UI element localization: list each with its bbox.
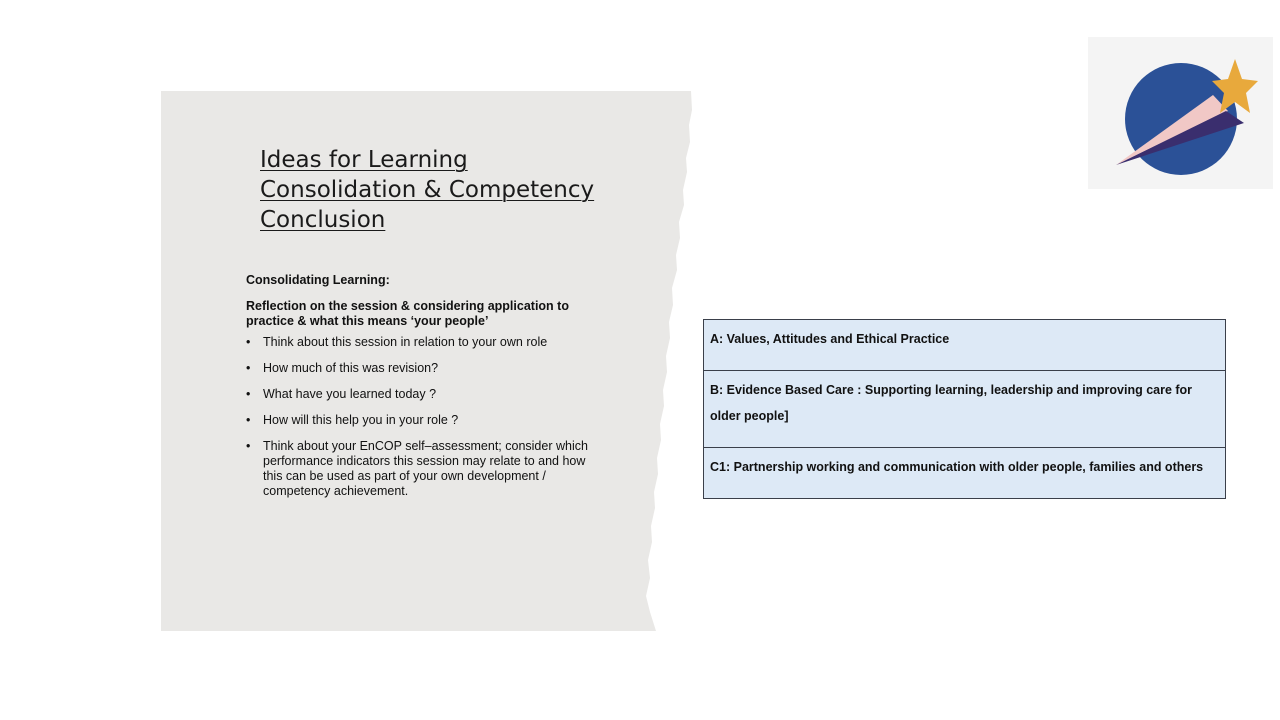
bullet-icon: •	[246, 387, 251, 401]
title-line-1: Ideas for Learning	[260, 147, 468, 173]
bullet-icon: •	[246, 439, 251, 453]
title-line-3: Conclusion	[260, 207, 386, 233]
list-item	[246, 387, 603, 402]
list-item-text: What have you learned today ?	[263, 387, 437, 401]
list-item	[246, 335, 603, 350]
list-item	[246, 439, 603, 499]
list-item	[246, 361, 603, 376]
bullet-icon: •	[246, 335, 251, 349]
learning-content	[246, 273, 616, 510]
table-row	[704, 371, 1226, 448]
list-item-text: How will this help you in your role ?	[263, 413, 459, 427]
bullet-list	[246, 335, 616, 499]
list-item-text: Think about this session in relation to your own role	[263, 335, 548, 349]
list-item-text: How much of this was revision?	[263, 361, 439, 375]
competency-table	[703, 319, 1226, 499]
bullet-icon: •	[246, 361, 251, 375]
logo	[1088, 37, 1273, 189]
consolidating-heading: Consolidating Learning:	[246, 273, 390, 287]
table-row	[704, 320, 1226, 371]
list-item-text: Think about your EnCOP self–assessment; consider which performance indicators this session may relate to and how this can be used as part of your own development / competency achievement.	[263, 439, 588, 498]
competency-a-cell: A: Values, Attitudes and Ethical Practice	[704, 320, 1226, 371]
table-row	[704, 448, 1226, 499]
bullet-icon: •	[246, 413, 251, 427]
list-item	[246, 413, 603, 428]
title-line-2: Consolidation & Competency	[260, 177, 595, 203]
shooting-star-logo-icon	[1088, 37, 1273, 189]
competency-c1-cell: C1: Partnership working and communication with older people, families and others	[704, 448, 1226, 499]
reflection-heading: Reflection on the session & considering application to practice & what this means ‘your people’	[246, 299, 569, 328]
competency-b-cell: B: Evidence Based Care : Supporting learning, leadership and improving care for older people]	[704, 371, 1226, 448]
page-title	[260, 145, 660, 235]
